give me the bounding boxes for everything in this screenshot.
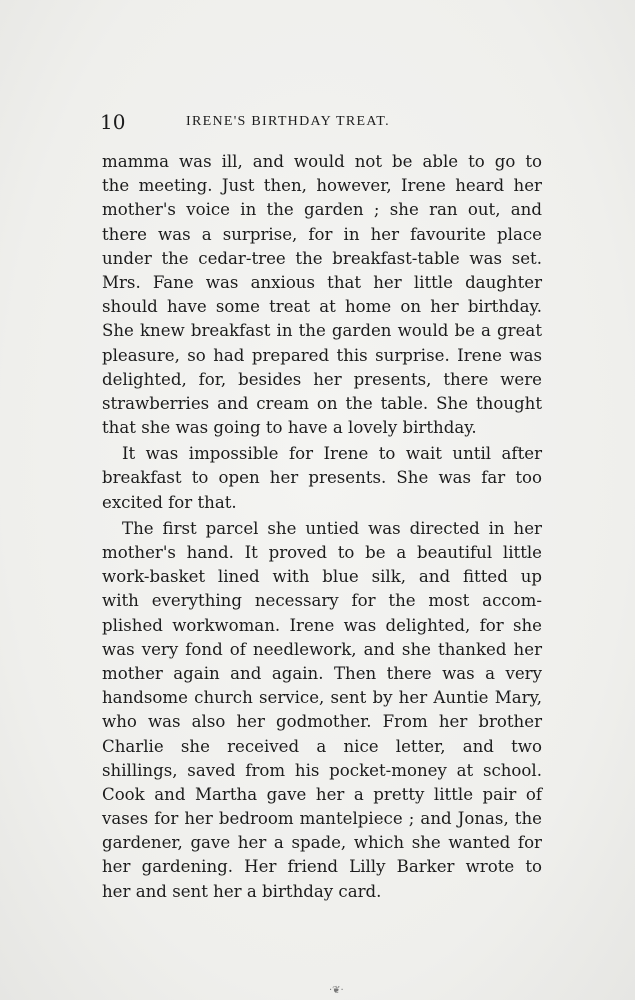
text-line: gardener, gave her a spade, which she wanted for — [102, 833, 542, 853]
text-line: mother's hand. It proved to be a beautiful little — [102, 543, 542, 562]
paragraph — [102, 442, 542, 515]
text-line: that she was going to have a lovely birthday. — [102, 418, 477, 438]
text-line: mother again and again. Then there was a very — [102, 663, 542, 683]
text-line: pleasure, so had prepared this surprise. Irene was — [102, 345, 542, 365]
footer-ornament: ·❦· — [329, 985, 344, 996]
text-line: plished workwoman. Irene was delighted, for she — [102, 615, 542, 635]
text-line: handsome church service, sent by her Auntie Mary, — [102, 688, 542, 708]
text-line: mother's voice in the garden ; she ran out, and — [102, 200, 542, 220]
text-line: delighted, for, besides her presents, there were — [102, 369, 542, 389]
text-line: The first parcel she untied was directed in her — [122, 518, 542, 538]
page-header — [100, 110, 540, 134]
text-line: shillings, saved from his pocket-money at school. — [102, 760, 542, 780]
text-line: her gardening. Her friend Lilly Barker wrote to — [102, 857, 542, 877]
text-line: She knew breakfast in the garden would be a great — [102, 321, 542, 341]
text-line: should have some treat at home on her birthday. — [102, 297, 542, 317]
page-number: 10 — [100, 110, 126, 134]
text-line: was very fond of needlework, and she thanked her — [102, 639, 542, 659]
running-head: IRENE'S BIRTHDAY TREAT. — [186, 114, 390, 129]
text-line: mamma was ill, and would not be able to go to — [102, 152, 542, 171]
text-line: Mrs. Fane was anxious that her little daughter — [102, 272, 542, 292]
text-line: there was a surprise, for in her favourite place — [102, 224, 542, 244]
text-line: excited for that. — [102, 492, 237, 512]
text-line: her and sent her a birthday card. — [102, 881, 382, 901]
text-line: the meeting. Just then, however, Irene heard her — [102, 176, 542, 196]
text-line: Charlie she received a nice letter, and two — [102, 736, 542, 756]
text-line: strawberries and cream on the table. She thought — [102, 393, 542, 413]
text-line: It was impossible for Irene to wait until after — [122, 444, 542, 464]
text-line: work-basket lined with blue silk, and fitted up — [102, 567, 542, 587]
paragraph — [102, 517, 542, 904]
text-line: Cook and Martha gave her a pretty little pair of — [102, 784, 542, 804]
text-line: who was also her godmother. From her brother — [102, 712, 542, 732]
text-line: with everything necessary for the most accom- — [102, 591, 542, 611]
text-line: vases for her bedroom mantelpiece ; and Jonas, the — [102, 809, 542, 829]
text-line: under the cedar-tree the breakfast-table was set. — [102, 248, 542, 268]
body-text — [102, 150, 542, 904]
paragraph — [102, 150, 542, 440]
text-line: breakfast to open her presents. She was far too — [102, 468, 542, 488]
